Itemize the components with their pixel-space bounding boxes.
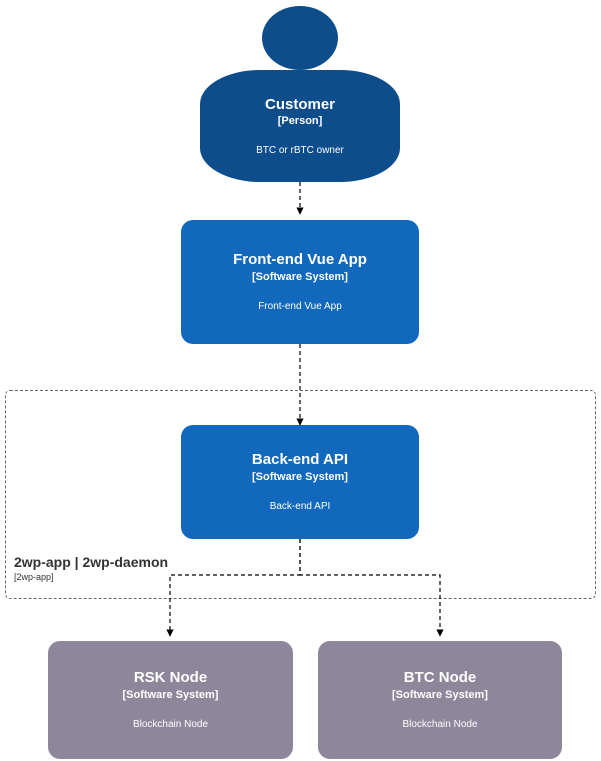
boundary-title: 2wp-app | 2wp-daemon — [14, 554, 169, 570]
frontend-description: Front-end Vue App — [258, 301, 342, 312]
customer-person-head-icon — [262, 6, 338, 70]
rsknode-title: RSK Node — [133, 669, 208, 686]
customer-title: Customer — [264, 95, 335, 113]
btcnode-description: Blockchain Node — [402, 719, 478, 730]
node-btc-node[interactable] — [318, 641, 562, 759]
node-frontend-vue-app[interactable] — [181, 220, 419, 344]
frontend-type: [Software System] — [252, 271, 348, 283]
node-customer[interactable] — [200, 70, 400, 182]
node-rsk-node[interactable] — [48, 641, 293, 759]
customer-description: BTC or rBTC owner — [256, 144, 344, 156]
customer-type: [Person] — [277, 114, 323, 127]
frontend-title: Front-end Vue App — [233, 251, 367, 268]
backend-type: [Software System] — [252, 471, 348, 483]
btcnode-title: BTC Node — [403, 669, 477, 686]
edge-backend-to-btcnode — [300, 539, 440, 636]
rsknode-type: [Software System] — [122, 689, 219, 701]
boundary-type: [2wp-app] — [14, 572, 54, 582]
edge-backend-to-rsknode — [170, 539, 300, 636]
node-backend-api[interactable] — [181, 425, 419, 539]
btcnode-type: [Software System] — [392, 689, 488, 701]
backend-title: Back-end API — [251, 451, 349, 468]
rsknode-description: Blockchain Node — [132, 719, 209, 730]
backend-description: Back-end API — [269, 501, 331, 512]
